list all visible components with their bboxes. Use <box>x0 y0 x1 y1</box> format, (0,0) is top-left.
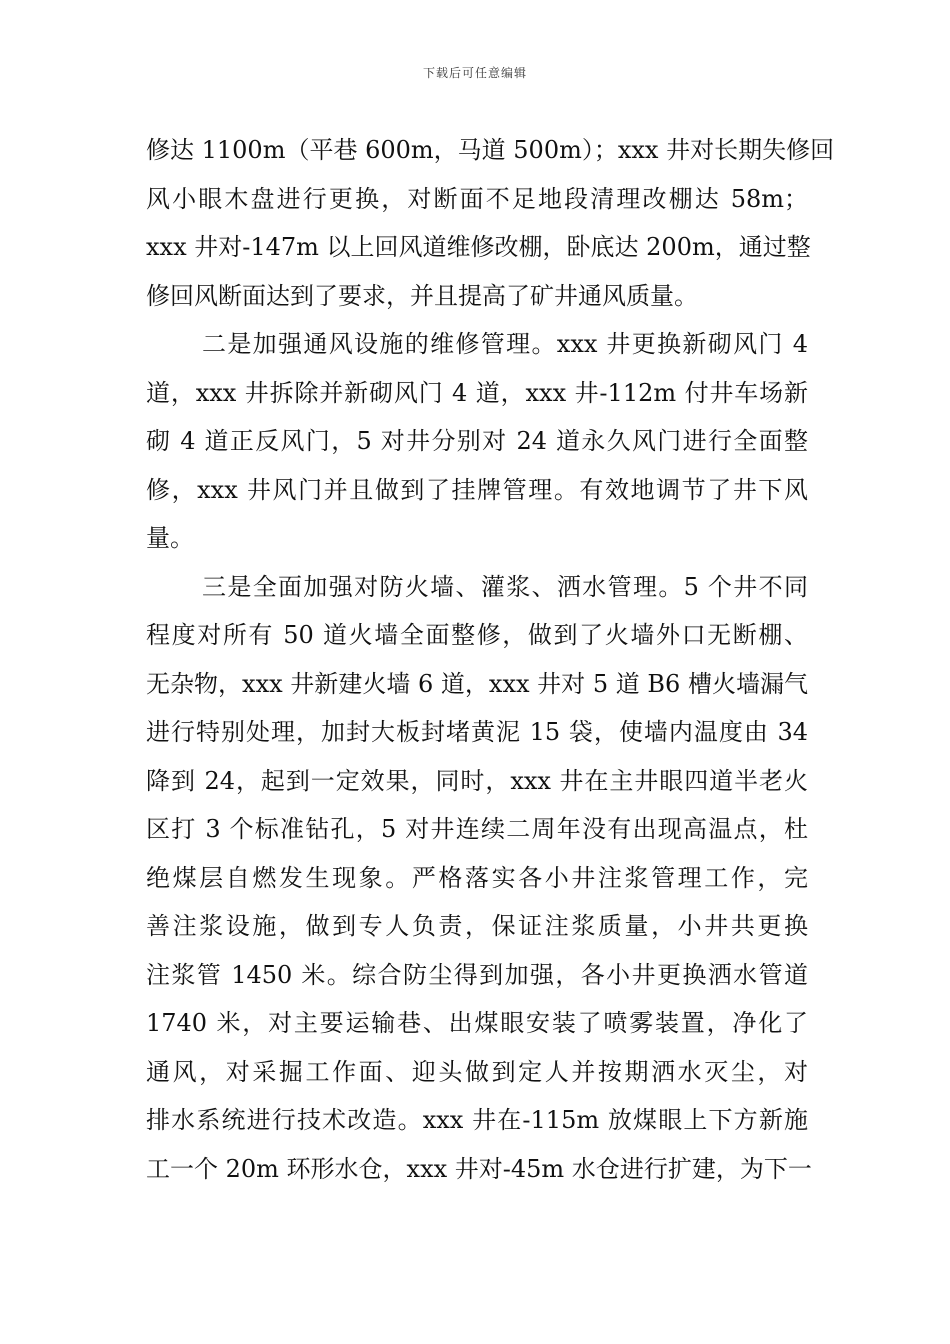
text-line: 量。 <box>146 524 194 552</box>
text-line: 修，xxx 井风门并且做到了挂牌管理。有效地调节了井下风 <box>146 475 808 504</box>
text-line: 程度对所有 50 道火墙全面整修，做到了火墙外口无断棚、 <box>146 621 808 649</box>
text-line: 工一个 20m 环形水仓，xxx 井对-45m 水仓进行扩建，为下一 <box>146 1154 812 1183</box>
text-line: 二是加强通风设施的维修管理。xxx 井更换新砌风门 4 <box>202 330 808 358</box>
document-body <box>146 126 835 1193</box>
paragraph <box>146 320 808 563</box>
text-line: 进行特别处理，加封大板封堵黄泥 15 袋，使墙内温度由 34 <box>146 718 808 746</box>
page-header: 下载后可任意编辑 <box>422 66 527 80</box>
text-line: 注浆管 1450 米。综合防尘得到加强，各小井更换洒水管道 <box>146 960 808 989</box>
text-line: 修达 1100m（平巷 600m，马道 500m）；xxx 井对长期失修回 <box>146 136 835 164</box>
text-line: 道，xxx 井拆除并新砌风门 4 道，xxx 井-112m 付井车场新 <box>146 378 808 407</box>
text-line: 降到 24，起到一定效果，同时，xxx 井在主井眼四道半老火 <box>146 766 808 795</box>
text-line: 1740 米，对主要运输巷、出煤眼安装了喷雾装置，净化了 <box>146 1009 808 1037</box>
text-line: 区打 3 个标准钻孔，5 对井连续二周年没有出现高温点，杜 <box>146 815 808 843</box>
paragraph <box>146 563 812 1194</box>
text-line: 砌 4 道正反风门，5 对井分别对 24 道永久风门进行全面整 <box>146 427 808 455</box>
text-line: 修回风断面达到了要求，并且提高了矿井通风质量。 <box>146 281 698 310</box>
text-line: 排水系统进行技术改造。xxx 井在-115m 放煤眼上下方新施 <box>146 1106 808 1134</box>
text-line: 绝煤层自燃发生现象。严格落实各小井注浆管理工作，完 <box>146 863 808 892</box>
text-line: 无杂物，xxx 井新建火墙 6 道，xxx 井对 5 道 B6 槽火墙漏气 <box>146 669 808 698</box>
text-line: 通风，对采掘工作面、迎头做到定人并按期洒水灭尘，对 <box>146 1057 808 1086</box>
paragraph <box>146 126 835 320</box>
text-line: 风小眼木盘进行更换，对断面不足地段清理改棚达 58m； <box>146 184 808 213</box>
text-line: 三是全面加强对防火墙、灌浆、洒水管理。5 个井不同 <box>202 572 808 601</box>
text-line: xxx 井对-147m 以上回风道维修改棚，卧底达 200m，通过整 <box>146 233 811 261</box>
text-line: 善注浆设施，做到专人负责，保证注浆质量，小井共更换 <box>146 912 808 940</box>
